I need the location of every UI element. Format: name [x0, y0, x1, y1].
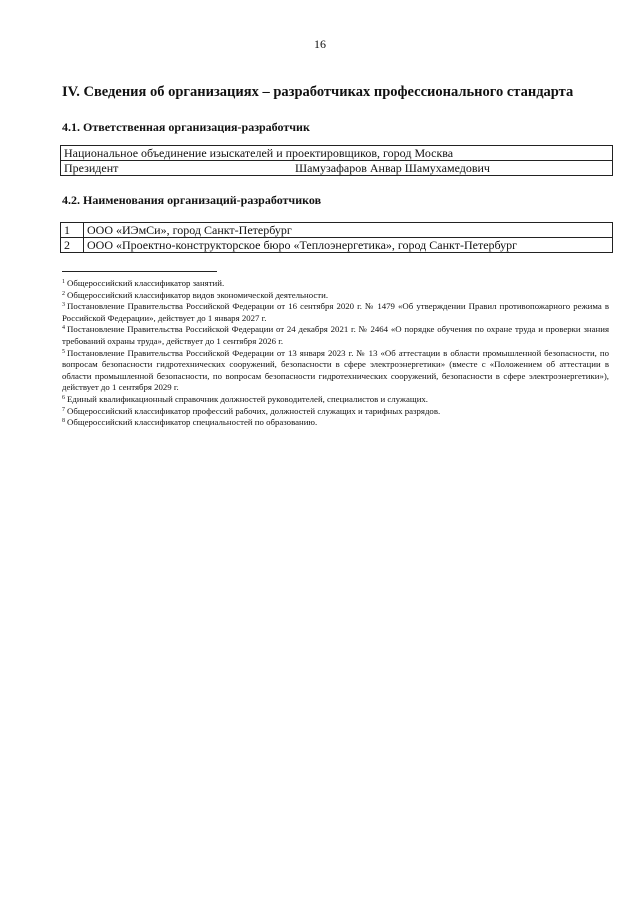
page-number: 16: [314, 37, 326, 51]
footnote-text: Общероссийский классификатор видов экономической деятельности.: [67, 289, 329, 300]
row-number: 1: [61, 223, 84, 238]
footnote-text: Общероссийский классификатор профессий рабочих, должностей служащих и тарифных разрядов.: [67, 405, 441, 416]
footnote: [62, 394, 609, 406]
footnote-mark: 8: [62, 418, 65, 425]
footnote: [62, 278, 609, 290]
footnote: [62, 406, 609, 418]
developer-organizations-table: [60, 222, 613, 253]
head-position: Президент: [61, 161, 293, 176]
footnote-mark: 2: [62, 290, 65, 297]
footnotes: [62, 278, 609, 429]
footnote: [62, 301, 609, 324]
footnote-mark: 6: [62, 394, 65, 401]
footnote: [62, 290, 609, 302]
footnote-text: Постановление Правительства Российской Федерации от 13 января 2023 г. № 13 «Об аттестации в области промышленной безопасности, по вопросам безопасности гидротехнических сооружений, безопасности в сфере электроэнергетики» (вместе с «Положением об аттестации в области промышленной безопасности, по вопросам безопасности гидротехнических сооружений, безопасности в сфере электроэнергетики»), действует до 1 сентября 2029 г.: [62, 347, 609, 393]
footnote-text: Общероссийский классификатор занятий.: [67, 278, 225, 288]
footnote-mark: 3: [62, 302, 65, 309]
footnote-text: Постановление Правительства Российской Федерации от 16 сентября 2020 г. № 1479 «Об утверждении Правил противопожарного режима в Российской Федерации», действует до 1 января 2027 г.: [62, 301, 609, 323]
responsible-organization-table: [60, 145, 613, 176]
footnote-mark: 5: [62, 348, 65, 355]
footnote: [62, 324, 609, 347]
subsection-title-developers: 4.2. Наименования организаций-разработчиков: [62, 193, 322, 207]
footnote-text: Постановление Правительства Российской Федерации от 24 декабря 2021 г. № 2464 «О порядке обучения по охране труда и проверки знания требований охраны труда», действует до 1 сентября 2026 г.: [62, 324, 609, 346]
footnote: [62, 417, 609, 429]
table-row: [61, 223, 613, 238]
table-row: [61, 238, 613, 253]
organization-name: Национальное объединение изыскателей и проектировщиков, город Москва: [61, 146, 613, 161]
section-title: IV. Сведения об организациях – разработчиках профессионального стандарта: [62, 84, 574, 100]
footnote-divider: [62, 271, 217, 272]
footnote-mark: 1: [62, 279, 65, 285]
subsection-title-responsible: 4.1. Ответственная организация-разработчик: [62, 120, 310, 134]
head-name: Шамузафаров Анвар Шамухамедович: [292, 161, 613, 176]
row-number: 2: [61, 238, 84, 253]
footnote-mark: 4: [62, 325, 65, 332]
footnote-mark: 7: [62, 406, 65, 413]
table-row: [61, 161, 613, 176]
footnote: [62, 348, 609, 394]
footnote-text: Единый квалификационный справочник должностей руководителей, специалистов и служащих.: [67, 393, 428, 404]
table-row: [61, 146, 613, 161]
organization-name: ООО «ИЭмСи», город Санкт-Петербург: [84, 223, 613, 238]
footnote-text: Общероссийский классификатор специальностей по образованию.: [67, 417, 318, 428]
organization-name: ООО «Проектно-конструкторское бюро «Теплоэнергетика», город Санкт-Петербург: [84, 238, 613, 253]
